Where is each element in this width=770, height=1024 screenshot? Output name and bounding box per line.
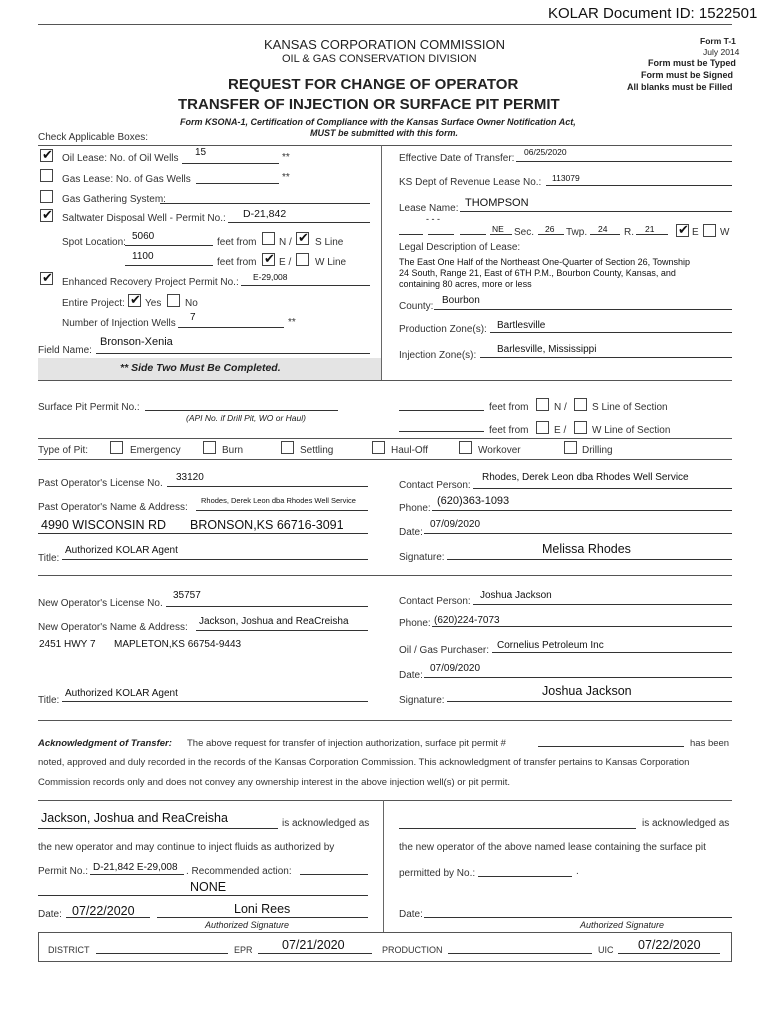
ack-date-value[interactable]: 07/22/2020: [72, 904, 135, 918]
ack-recommended-value[interactable]: NONE: [190, 880, 227, 894]
past-phone-label: Phone:: [399, 503, 431, 514]
production-zone-line: [490, 332, 732, 333]
county-value[interactable]: Bourbon: [442, 295, 480, 306]
new-contact-value[interactable]: Joshua Jackson: [480, 590, 552, 601]
ack-right-is-acknowledged: is acknowledged as: [642, 818, 730, 829]
feet-from-label-1: feet from: [217, 237, 257, 248]
new-phone-label: Phone:: [399, 618, 431, 629]
ksdr-lease-line: [546, 185, 732, 186]
ack-permit-line: [90, 874, 184, 875]
new-title-value[interactable]: Authorized KOLAR Agent: [65, 688, 178, 699]
twp-value[interactable]: 24: [598, 224, 608, 234]
pit-s-checkbox[interactable]: [574, 398, 587, 411]
range-line: [636, 234, 668, 235]
ack-pit-permit-line: [538, 746, 684, 747]
sec-label: Sec.: [514, 227, 535, 238]
new-date-line: [424, 677, 732, 678]
district-line: [96, 953, 228, 954]
effective-date-line: [516, 161, 732, 162]
form-number: Form T-1: [700, 36, 736, 46]
form-title-line2: TRANSFER OF INJECTION OR SURFACE PIT PERMIT: [178, 96, 560, 113]
ack-auth-sig-left: Authorized Signature: [205, 920, 290, 930]
range-w-checkbox[interactable]: [703, 224, 716, 237]
past-name-value[interactable]: Rhodes, Derek Leon dba Rhodes Well Service: [201, 496, 356, 505]
pit-w-checkbox[interactable]: [574, 421, 587, 434]
district-label: DISTRICT: [48, 945, 90, 955]
production-zone-value[interactable]: Bartlesville: [497, 320, 546, 331]
drilling-checkbox[interactable]: [564, 441, 577, 454]
legal-description-label: Legal Description of Lease:: [399, 242, 521, 253]
field-name-label: Field Name:: [38, 345, 92, 356]
past-date-line: [424, 533, 732, 534]
e-label: E /: [279, 257, 292, 268]
uic-label: UIC: [598, 945, 614, 955]
entire-yes-checkbox[interactable]: ✔: [130, 293, 141, 308]
past-contact-label: Contact Person:: [399, 480, 471, 491]
n-checkbox[interactable]: [262, 232, 275, 245]
sec-value[interactable]: 26: [545, 224, 555, 234]
pit-s-label: S Line of Section: [592, 402, 668, 413]
settling-label: Settling: [300, 445, 334, 456]
erp-permit-value[interactable]: E-29,008: [253, 272, 288, 282]
past-license-label: Past Operator's License No.: [38, 478, 163, 489]
injection-wells-stars: **: [288, 317, 296, 328]
new-phone-value[interactable]: (620)224-7073: [434, 615, 500, 626]
new-name-value[interactable]: Jackson, Joshua and ReaCreisha: [199, 616, 349, 627]
pit-type-label: Type of Pit:: [38, 445, 89, 456]
new-name-line: [196, 630, 368, 631]
new-title-label: Title:: [38, 695, 60, 706]
form-title-line1: REQUEST FOR CHANGE OF OPERATOR: [228, 76, 519, 93]
n-label: N /: [279, 237, 292, 248]
settling-checkbox[interactable]: [281, 441, 294, 454]
quarter-line-4: [490, 234, 512, 235]
burn-label: Burn: [222, 445, 244, 456]
past-license-line: [167, 486, 368, 487]
workover-label: Workover: [478, 445, 521, 456]
pit-feet-from-2: feet from: [489, 425, 529, 436]
header-rule: [38, 24, 732, 25]
ksdr-lease-value[interactable]: 113079: [552, 173, 580, 183]
quarter-line-3: [460, 234, 486, 235]
spot-ft1-line: [125, 245, 213, 246]
new-signature-line: [447, 701, 732, 702]
spot-ft2-value[interactable]: 1100: [132, 251, 154, 262]
new-address-city[interactable]: MAPLETON,KS 66754-9443: [114, 639, 242, 650]
ack-permit-label: Permit No.:: [38, 866, 89, 877]
erp-label: Enhanced Recovery Project Permit No.:: [62, 277, 239, 288]
swd-label: Saltwater Disposal Well - Permit No.:: [62, 213, 226, 224]
ack-signature-line: [157, 917, 368, 918]
section-divider: [381, 145, 382, 380]
past-address-line: [38, 533, 368, 534]
ack-date-label-right: Date:: [399, 909, 423, 920]
legal-description-line1[interactable]: The East One Half of the Northeast One-Quarter of Section 26, Township: [399, 257, 690, 267]
gas-lease-label: Gas Lease: No. of Gas Wells: [62, 174, 191, 185]
range-e-checkbox[interactable]: ✔: [678, 223, 689, 238]
burn-checkbox[interactable]: [203, 441, 216, 454]
epr-label: EPR: [234, 945, 253, 955]
section-bottom-rule: [38, 380, 732, 381]
ack-text-line3: Commission records only and does not convey any ownership interest in the above injection well(s) or pit permit.: [38, 777, 511, 788]
ack-permitted-dot: .: [576, 866, 579, 877]
ack-left-is-acknowledged: is acknowledged as: [282, 818, 370, 829]
entire-no-checkbox[interactable]: [167, 294, 180, 307]
uic-line: [618, 953, 720, 954]
no-label: No: [185, 298, 198, 309]
epr-date-value[interactable]: 07/21/2020: [282, 938, 345, 952]
quarter-dashes: - - -: [426, 214, 440, 224]
pit-e-checkbox[interactable]: [536, 421, 549, 434]
oil-lease-checkbox[interactable]: ✔: [42, 148, 53, 163]
ack-right-name-line: [399, 828, 636, 829]
new-signature-label: Signature:: [399, 695, 445, 706]
past-name-line: [196, 510, 368, 511]
w-checkbox[interactable]: [296, 253, 309, 266]
past-date-value[interactable]: 07/09/2020: [430, 519, 481, 530]
workover-checkbox[interactable]: [459, 441, 472, 454]
swd-permit-line: [228, 222, 370, 223]
effective-date-label: Effective Date of Transfer:: [399, 153, 515, 164]
ksona-note-line2: MUST be submitted with this form.: [310, 128, 458, 138]
county-label: County:: [399, 301, 434, 312]
new-title-line: [62, 701, 368, 702]
document-id: KOLAR Document ID: 1522501: [548, 5, 758, 22]
ack-auth-sig-right: Authorized Signature: [580, 920, 665, 930]
injection-zone-value[interactable]: Barlesville, Mississippi: [497, 344, 597, 355]
form-date: July 2014: [703, 47, 740, 57]
range-value[interactable]: 21: [645, 224, 655, 234]
new-date-value[interactable]: 07/09/2020: [430, 663, 481, 674]
surface-pit-label: Surface Pit Permit No.:: [38, 402, 140, 413]
uic-date-value[interactable]: 07/22/2020: [638, 938, 701, 952]
check-boxes-label: Check Applicable Boxes:: [38, 132, 149, 143]
new-contact-label: Contact Person:: [399, 596, 471, 607]
hauloff-checkbox[interactable]: [372, 441, 385, 454]
past-address-city[interactable]: BRONSON,KS 66716-3091: [190, 518, 344, 532]
ack-has-been: has been: [690, 738, 730, 749]
past-date-label: Date:: [399, 527, 423, 538]
injection-zone-label: Injection Zone(s):: [399, 350, 477, 361]
swd-checkbox[interactable]: ✔: [42, 208, 53, 223]
gas-lease-checkbox[interactable]: [40, 169, 53, 182]
pit-feet-from-1: feet from: [489, 402, 529, 413]
gas-wells-line: [196, 183, 279, 184]
new-license-label: New Operator's License No.: [38, 598, 163, 609]
quarter-line-2: [428, 234, 454, 235]
purchaser-line: [492, 652, 732, 653]
gas-wells-stars: **: [282, 172, 290, 183]
filled-requirement: All blanks must be Filled: [627, 82, 733, 92]
w-line-label: W Line: [315, 257, 347, 268]
gas-gathering-checkbox[interactable]: [40, 190, 53, 203]
ack-left-text: the new operator and may continue to inject fluids as authorized by: [38, 842, 335, 853]
pit-n-label: N /: [554, 402, 567, 413]
lease-name-value[interactable]: THOMPSON: [465, 197, 529, 209]
ack-recommended-label: . Recommended action:: [186, 866, 292, 877]
gas-gathering-line: [160, 203, 370, 204]
new-name-label: New Operator's Name & Address:: [38, 622, 188, 633]
ack-top-rule: [38, 800, 732, 801]
purchaser-value[interactable]: Cornelius Petroleum Inc: [497, 640, 604, 651]
past-title-line: [62, 559, 368, 560]
erp-checkbox[interactable]: ✔: [42, 271, 53, 286]
pit-ft2-line: [399, 431, 484, 432]
spot-location-label: Spot Location:: [62, 237, 126, 248]
spot-ft1-value[interactable]: 5060: [132, 231, 155, 242]
field-name-value[interactable]: Bronson-Xenia: [100, 336, 173, 348]
ack-signature-value[interactable]: Loni Rees: [234, 902, 291, 916]
past-phone-value[interactable]: (620)363-1093: [437, 495, 510, 507]
pit-w-label: W Line of Section: [592, 425, 671, 436]
ack-divider: [383, 800, 384, 932]
division-name: OIL & GAS CONSERVATION DIVISION: [282, 53, 477, 65]
erp-permit-line: [241, 285, 370, 286]
twp-label: Twp.: [566, 227, 588, 238]
oil-wells-stars: **: [282, 152, 290, 163]
past-contact-value[interactable]: Rhodes, Derek Leon dba Rhodes Well Service: [482, 472, 689, 483]
ksona-note-line1: Form KSONA-1, Certification of Compliance with the Kansas Surface Owner Notification Act,: [180, 117, 576, 127]
new-contact-line: [473, 604, 732, 605]
past-phone-line: [432, 510, 732, 511]
oil-wells-value[interactable]: 15: [195, 147, 207, 158]
legal-description-line3[interactable]: containing 80 acres, more or less: [399, 279, 532, 289]
pit-n-checkbox[interactable]: [536, 398, 549, 411]
pit-type-top-rule: [38, 438, 732, 439]
e-checkbox[interactable]: ✔: [264, 252, 275, 267]
past-operator-bottom-rule: [38, 575, 732, 576]
side-two-note: ** Side Two Must Be Completed.: [120, 362, 281, 374]
new-phone-line: [432, 626, 732, 627]
pit-e-label: E /: [554, 425, 567, 436]
ack-permitted-by-label: permitted by No.:: [399, 868, 476, 879]
injection-wells-line: [178, 327, 284, 328]
twp-line: [590, 234, 620, 235]
quarter-line-1: [399, 234, 423, 235]
pit-type-bottom-rule: [38, 459, 732, 460]
emergency-label: Emergency: [130, 445, 181, 456]
ack-permit-value[interactable]: D-21,842 E-29,008: [93, 862, 178, 873]
surface-pit-line: [145, 410, 338, 411]
ack-date-label: Date:: [38, 909, 62, 920]
past-title-value[interactable]: Authorized KOLAR Agent: [65, 545, 178, 556]
injection-zone-line: [480, 357, 732, 358]
production-line: [448, 953, 592, 954]
pit-ft1-line: [399, 410, 484, 411]
ack-recommended-line2: [38, 895, 368, 896]
agency-name: KANSAS CORPORATION COMMISSION: [264, 37, 506, 52]
spot-ft2-line: [125, 265, 213, 266]
past-contact-line: [473, 488, 732, 489]
section-top-rule: [38, 145, 732, 146]
production-label: PRODUCTION: [382, 945, 443, 955]
new-license-value[interactable]: 35757: [173, 590, 201, 601]
range-e-label: E: [692, 227, 699, 238]
ack-right-text: the new operator of the above named lease containing the surface pit: [399, 842, 706, 853]
legal-description-line2[interactable]: 24 South, Range 21, East of 6TH P.M., Bourbon County, Kansas, and: [399, 268, 676, 278]
ack-text-line1: The above request for transfer of injection authorization, surface pit permit #: [187, 738, 506, 749]
entire-project-label: Entire Project:: [62, 298, 125, 309]
drilling-label: Drilling: [582, 445, 613, 456]
ack-permitted-by-line: [478, 876, 572, 877]
effective-date-value[interactable]: 06/25/2020: [524, 147, 567, 157]
api-note: (API No. if Drill Pit, WO or Haul): [186, 413, 306, 423]
injection-wells-value[interactable]: 7: [190, 312, 196, 323]
past-address-street[interactable]: 4990 WISCONSIN RD: [41, 518, 167, 532]
new-address-street[interactable]: 2451 HWY 7: [39, 639, 96, 650]
new-date-label: Date:: [399, 670, 423, 681]
field-name-line: [96, 353, 370, 354]
past-name-label: Past Operator's Name & Address:: [38, 502, 188, 513]
yes-label: Yes: [145, 298, 162, 309]
oil-wells-line: [182, 163, 279, 164]
ksdr-lease-label: KS Dept of Revenue Lease No.:: [399, 177, 542, 188]
past-signature-value[interactable]: Melissa Rhodes: [542, 542, 631, 556]
range-label: R.: [624, 227, 634, 238]
swd-permit-value[interactable]: D-21,842: [243, 208, 287, 220]
past-signature-line: [447, 559, 732, 560]
purchaser-label: Oil / Gas Purchaser:: [399, 645, 490, 656]
hauloff-label: Haul-Off: [391, 445, 429, 456]
county-line: [434, 309, 732, 310]
ack-recommended-line: [300, 874, 368, 875]
sec-line: [538, 234, 564, 235]
signed-requirement: Form must be Signed: [641, 70, 734, 80]
epr-line: [258, 953, 372, 954]
ack-operator-name[interactable]: Jackson, Joshua and ReaCreisha: [41, 811, 228, 825]
past-license-value[interactable]: 33120: [176, 472, 204, 483]
range-w-label: W: [720, 227, 730, 238]
emergency-checkbox[interactable]: [110, 441, 123, 454]
new-license-line: [166, 606, 368, 607]
feet-from-label-2: feet from: [217, 257, 257, 268]
ack-date-line-right: [424, 917, 732, 918]
s-checkbox[interactable]: ✔: [298, 231, 309, 246]
new-signature-value[interactable]: Joshua Jackson: [542, 684, 632, 698]
lease-name-label: Lease Name:: [399, 203, 459, 214]
oil-lease-label: Oil Lease: No. of Oil Wells: [62, 153, 179, 164]
injection-wells-label: Number of Injection Wells: [62, 318, 176, 329]
past-title-label: Title:: [38, 553, 60, 564]
new-operator-bottom-rule: [38, 720, 732, 721]
ack-operator-line: [38, 828, 278, 829]
gas-gathering-label: Gas Gathering System:: [62, 194, 166, 205]
past-signature-label: Signature:: [399, 552, 445, 563]
production-zone-label: Production Zone(s):: [399, 324, 487, 335]
s-line-label: S Line: [315, 237, 344, 248]
quarter-ne-value[interactable]: NE: [492, 224, 504, 234]
typed-requirement: Form must be Typed: [648, 58, 736, 68]
ack-text-line2: noted, approved and duly recorded in the records of the Kansas Corporation Commission. This acknowledgment of transfer pertains to Kansas Corporation: [38, 757, 690, 768]
lease-name-line: [460, 211, 732, 212]
ack-heading: Acknowledgment of Transfer:: [38, 738, 172, 749]
